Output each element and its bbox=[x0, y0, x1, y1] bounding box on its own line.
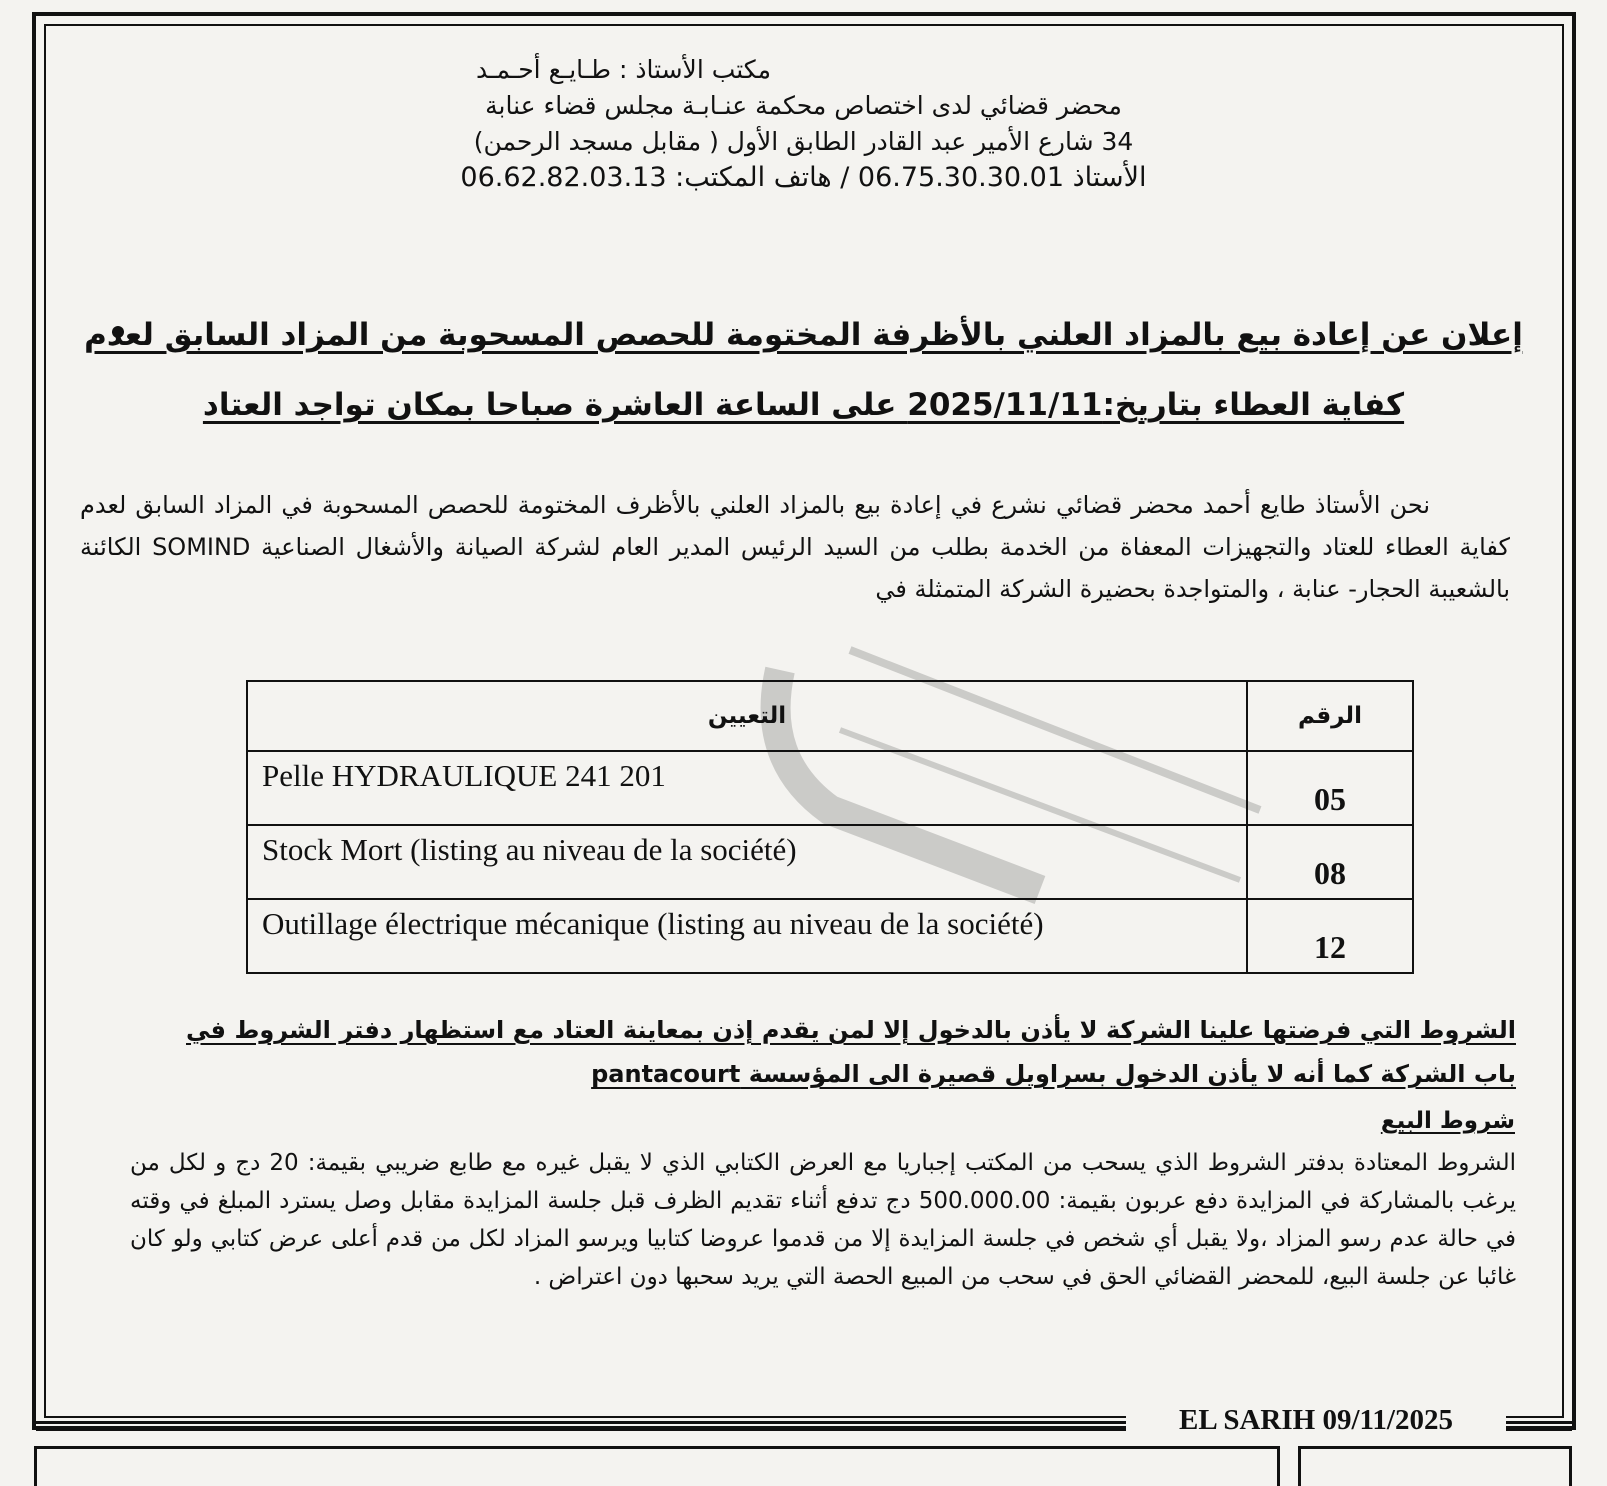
table-header-row bbox=[247, 681, 1413, 751]
next-article-box-right bbox=[1298, 1446, 1572, 1486]
office-address: 34 شارع الأمير عبد القادر الطابق الأول ( مقابل مسجد الرحمن) bbox=[473, 127, 1134, 156]
sale-conditions-heading: شروط البيع bbox=[1380, 1108, 1515, 1134]
company-conditions bbox=[186, 1008, 1516, 1096]
office-phones: الأستاذ 06.75.30.30.01 / هاتف المكتب: 06.62.82.03.13 bbox=[460, 162, 1147, 193]
intro-text: نحن الأستاذ طايع أحمد محضر قضائي نشرع في إعادة بيع بالمزاد العلني بالأظرف المختومة للحصص المسحوبة في المزاد السابق لعدم كفاية العطاء للعتاد والتجهيزات المعفاة من الخدمة بطلب من السيد الرئيس المدير العام لشركة الصيانة والأشغال الصناعية SOMIND الكائنة بالشعيبة الحجار- عنابة ، والمتواجدة بحضيرة الشركة المتمثلة في bbox=[80, 491, 1510, 603]
lots-table bbox=[246, 680, 1414, 974]
lot-designation: Outillage électrique mécanique (listing au niveau de la société) bbox=[247, 899, 1247, 973]
header-designation: التعيين bbox=[247, 681, 1247, 751]
table-row bbox=[247, 825, 1413, 899]
intro-paragraph bbox=[80, 484, 1510, 610]
lot-number: 05 bbox=[1247, 751, 1413, 825]
next-article-box-left bbox=[34, 1446, 1280, 1486]
title-line-1: إعلان عن إعادة بيع بالمزاد العلني بالأظرفة المختومة للحصص المسحوبة من المزاد السابق لعدم bbox=[84, 317, 1523, 353]
conditions-text: الشروط التي فرضتها علينا الشركة لا يأذن بالدخول إلا لمن يقدم إذن بمعاينة العتاد مع استظهار دفتر الشروط في باب الشركة كما أنه لا يأذن الدخول بسراويل قصيرة الى المؤسسة pantacourt bbox=[186, 1016, 1516, 1088]
office-name: مكتب الأستاذ : طـايـع أحـمـد bbox=[476, 55, 771, 84]
footer-publication: EL SARIH 09/11/2025 bbox=[1126, 1404, 1506, 1437]
sale-conditions bbox=[130, 1144, 1516, 1296]
lot-number: 12 bbox=[1247, 899, 1413, 973]
sale-conditions-text: الشروط المعتادة بدفتر الشروط الذي يسحب من المكتب إجباريا مع العرض الكتابي الذي لا يقبل غيره مع طابع ضريبي بقيمة: 20 دج و لكل من يرغب بالمشاركة في المزايدة دفع عربون بقيمة: 500.000.00 دج تدفع أثناء تقديم الظرف قبل جلسة المزايدة مقابل وصل يسترد المبلغ في وقته في حالة عدم رسو المزاد ،ولا يقبل أي شخص في جلسة المزايدة إلا من قدموا عروضا كتابيا ويرسو المزاد لكل من قدم أعلى عرض كتابي ولو كان غائبا عن جلسة البيع، للمحضر القضائي الحق في سحب من المبيع الحصة التي يريد سحبها دون اعتراض . bbox=[130, 1150, 1517, 1290]
table-row bbox=[247, 751, 1413, 825]
title-line-2: كفاية العطاء بتاريخ:2025/11/11 على الساعة العاشرة صباحا بمكان تواجد العتاد bbox=[202, 387, 1405, 423]
office-jurisdiction: محضر قضائي لدى اختصاص محكمة عنـابـة مجلس قضاء عنابة bbox=[485, 91, 1122, 120]
lot-designation: Stock Mort (listing au niveau de la société) bbox=[247, 825, 1247, 899]
lot-designation: Pelle HYDRAULIQUE 241 201 bbox=[247, 751, 1247, 825]
office-header bbox=[0, 52, 1607, 196]
announcement-title bbox=[0, 300, 1607, 440]
table-row bbox=[247, 899, 1413, 973]
header-number: الرقم bbox=[1247, 681, 1413, 751]
lot-number: 08 bbox=[1247, 825, 1413, 899]
